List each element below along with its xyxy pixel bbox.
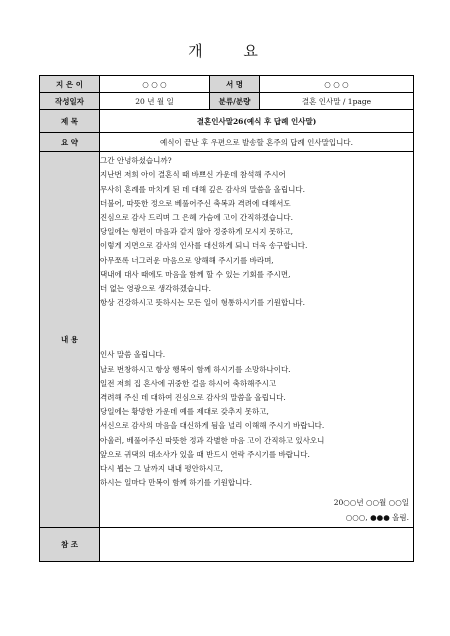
sign-date: 20○○년 ○○월 ○○일 — [333, 498, 409, 508]
category-value: 결혼 인사말 / 1page — [260, 93, 414, 110]
content-line: 하시는 일마다 만복이 함께 하기를 기원합니다. — [100, 478, 252, 488]
content-line: 항상 건강하시고 뜻하시는 모든 일이 형통하시기를 기원합니다. — [100, 298, 306, 308]
content-line: 지난번 저희 아이 결혼식 때 바쁘신 가운데 참석해 주시어 — [100, 170, 286, 180]
reference-value — [100, 528, 414, 562]
content-line: 당일에는 형편이 마음과 같지 않아 정중하게 모시지 못하고, — [100, 227, 293, 237]
content-line: 인사 말씀 올립니다. — [100, 350, 166, 360]
date-value: 20 년 월 일 — [100, 93, 210, 110]
content-paragraph-2 — [100, 348, 413, 490]
content-line: 이렇게 지면으로 감사의 인사를 대신하게 되니 더욱 송구합니다. — [100, 241, 308, 251]
content-line: 진심으로 감사 드리며 그 은혜 가슴에 고이 간직하겠습니다. — [100, 212, 293, 222]
date-label: 작성일자 — [40, 93, 100, 110]
content-body — [100, 152, 414, 528]
content-line: 당일에는 황망한 가운데 예를 제대로 갖추지 못하고, — [100, 407, 269, 417]
content-line: 아무쪼록 너그러운 마음으로 양해해 주시기를 바라며, — [100, 255, 274, 265]
document-title: 개 요 — [188, 42, 276, 60]
signature-value: ○ ○ ○ — [260, 76, 414, 93]
summary-value: 예식이 끝난 후 우편으로 발송할 혼주의 답례 인사말입니다. — [100, 133, 414, 152]
sign-name: ○○○, ●●● 올림. — [345, 512, 409, 522]
title-label: 제 목 — [40, 110, 100, 133]
content-line: 더불어, 따뜻한 정으로 베풀어주신 축복과 격려에 대해서도 — [100, 198, 291, 208]
content-line: 서신으로 감사의 마음을 대신하게 됨을 널리 이해해 주시기 바랍니다. — [100, 421, 325, 431]
content-paragraph-1 — [100, 154, 413, 310]
content-line: 더 없는 영광으로 생각하겠습니다. — [100, 283, 211, 293]
category-label: 분류/분량 — [210, 93, 260, 110]
content-line: 다시 뵙는 그 날까지 내내 평안하시고, — [100, 464, 223, 474]
summary-label: 요 약 — [40, 133, 100, 152]
content-line: 격려해 주신 데 대하여 진심으로 감사의 말씀을 올립니다. — [100, 393, 286, 402]
content-line: 그간 안녕하셨습니까? — [100, 156, 172, 166]
signature-block — [100, 496, 413, 524]
content-line: 날로 번창하시고 항상 행복이 함께 하시기를 소망하나이다. — [100, 364, 291, 374]
author-label: 지 은 이 — [40, 76, 100, 93]
content-label: 내 용 — [40, 152, 100, 528]
content-line: 무사히 혼례를 마치게 된 데 대해 깊은 감사의 말씀을 올립니다. — [100, 184, 305, 194]
paragraph-gap — [100, 310, 413, 348]
overview-table — [39, 75, 414, 562]
signature-label: 서 명 — [210, 76, 260, 93]
content-line: 아울러, 베풀어주신 따뜻한 정과 각별한 마음 고이 간직하고 있사오니 — [100, 435, 325, 445]
reference-label: 참 조 — [40, 528, 100, 562]
title-value: 결혼인사말26(예식 후 답례 인사말) — [100, 110, 414, 133]
content-line: 일전 저희 집 혼사에 귀중한 걸음 하시어 축하해주시고 — [100, 378, 277, 388]
author-value: ○ ○ ○ — [100, 76, 210, 93]
content-line: 앞으로 귀댁의 대소사가 있을 때 반드시 연락 주시기를 바랍니다. — [100, 449, 310, 459]
content-line: 댁내에 대사 때에도 마음을 함께 할 수 있는 기회를 주시면, — [100, 269, 291, 279]
